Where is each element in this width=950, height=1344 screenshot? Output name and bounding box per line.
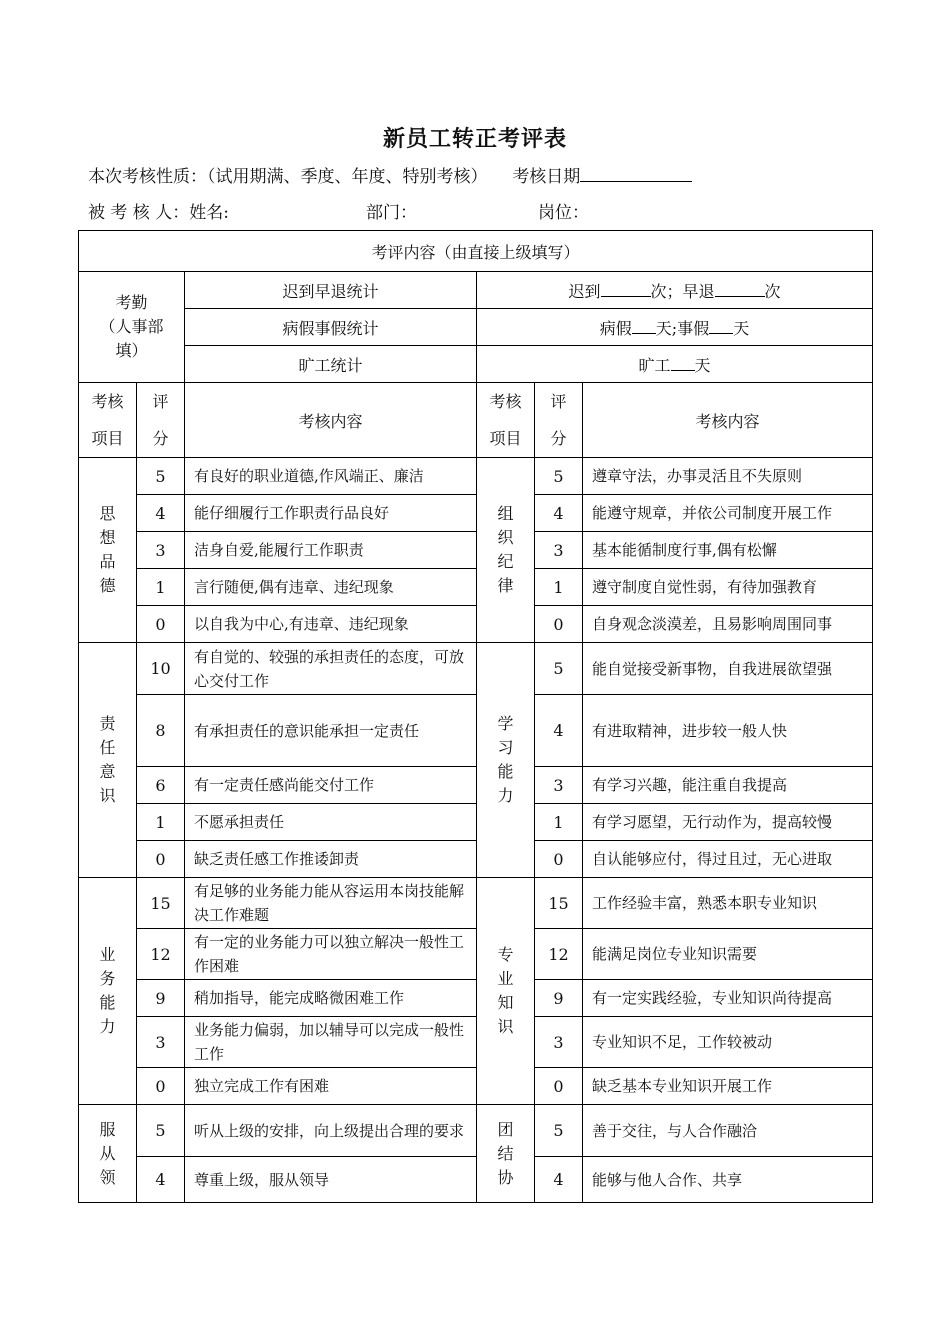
score-row [79,841,873,878]
sick-days-blank[interactable] [632,319,656,334]
score-left: 5 [137,458,185,495]
score-right: 3 [535,532,583,569]
absence-item: 旷工统计 [185,346,477,383]
score-left: 10 [137,643,185,695]
criterion-right: 专业知识不足，工作较被动 [583,1017,873,1068]
criterion-right: 能遵守规章，并依公司制度开展工作 [583,495,873,532]
score-left: 5 [137,1105,185,1157]
score-right: 5 [535,643,583,695]
sick-leave-item: 病假事假统计 [185,309,477,346]
criterion-left: 尊重上级，服从领导 [185,1157,477,1203]
criterion-left: 有足够的业务能力能从容运用本岗技能解决工作难题 [185,878,477,929]
score-right: 15 [535,878,583,929]
score-left: 3 [137,1017,185,1068]
category-name-left: 思 想 品 德 [79,458,137,643]
col-header-score-left: 评 分 [137,383,185,458]
absence-days-blank[interactable] [671,356,695,371]
late-count-blank[interactable] [601,282,651,297]
assessment-nature-line [88,162,692,187]
score-right: 4 [535,495,583,532]
assessment-date-blank[interactable] [580,167,692,182]
score-row [79,1157,873,1203]
criterion-right: 有一定实践经验，专业知识尚待提高 [583,980,873,1017]
score-left: 9 [137,980,185,1017]
evaluation-table [78,230,873,1203]
score-left: 12 [137,929,185,980]
criterion-left: 缺乏责任感工作推诿卸责 [185,841,477,878]
page-title: 新员工转正考评表 [382,126,567,152]
score-row [79,606,873,643]
score-left: 6 [137,767,185,804]
criterion-right: 能够与他人合作、共享 [583,1157,873,1203]
score-row [79,980,873,1017]
criterion-left: 稍加指导，能完成略微困难工作 [185,980,477,1017]
criterion-right: 工作经验丰富，熟悉本职专业知识 [583,878,873,929]
score-right: 1 [535,569,583,606]
col-header-score-right: 评 分 [535,383,583,458]
score-right: 3 [535,1017,583,1068]
assessment-nature-label: 本次考核性质：（试用期满、季度、年度、特别考核） [88,167,488,187]
assessment-date-label: 考核日期 [512,167,581,187]
absence-value: 旷工 天 [477,346,873,383]
score-left: 4 [137,495,185,532]
score-row [79,878,873,929]
position-label: 岗位： [538,203,589,223]
col-header-item-left: 考核 项目 [79,383,137,458]
criterion-left: 言行随便,偶有违章、违纪现象 [185,569,477,606]
criterion-right: 自身观念淡漠差，且易影响周围同事 [583,606,873,643]
criterion-left: 独立完成工作有困难 [185,1068,477,1105]
criterion-left: 业务能力偏弱，加以辅导可以完成一般性工作 [185,1017,477,1068]
criterion-right: 有学习兴趣，能注重自我提高 [583,767,873,804]
col-header-item-right: 考核 项目 [477,383,535,458]
criterion-right: 有学习愿望，无行动作为，提高较慢 [583,804,873,841]
examinee-name-label: 被 考 核 人：姓名: [88,203,229,223]
criterion-right: 善于交往，与人合作融洽 [583,1105,873,1157]
category-name-right: 专 业 知 识 [477,878,535,1105]
category-name-right: 组 织 纪 律 [477,458,535,643]
col-header-content-right: 考核内容 [583,383,873,458]
attendance-label: 考勤 （人事部 填） [79,272,185,383]
criterion-right: 能满足岗位专业知识需要 [583,929,873,980]
criterion-right: 遵守制度自觉性弱，有待加强教育 [583,569,873,606]
score-right: 5 [535,458,583,495]
col-header-content-left: 考核内容 [185,383,477,458]
score-row [79,1068,873,1105]
score-row [79,569,873,606]
score-left: 1 [137,569,185,606]
criterion-left: 能仔细履行工作职责行品良好 [185,495,477,532]
score-right: 1 [535,804,583,841]
criterion-right: 有进取精神，进步较一般人快 [583,695,873,767]
score-row [79,695,873,767]
criterion-left: 听从上级的安排，向上级提出合理的要求 [185,1105,477,1157]
score-right: 0 [535,841,583,878]
personal-days-blank[interactable] [709,319,733,334]
score-right: 9 [535,980,583,1017]
early-count-blank[interactable] [715,282,765,297]
late-early-value: 迟到 次；早退 次 [477,272,873,309]
criterion-left: 有一定责任感尚能交付工作 [185,767,477,804]
criterion-left: 有一定的业务能力可以独立解决一般性工作困难 [185,929,477,980]
score-row [79,643,873,695]
department-label: 部门： [366,203,417,223]
score-row [79,458,873,495]
score-left: 3 [137,532,185,569]
section-title: 考评内容（由直接上级填写） [79,231,873,272]
score-left: 8 [137,695,185,767]
score-row [79,929,873,980]
score-left: 0 [137,841,185,878]
criterion-left: 有良好的职业道德,作风端正、廉洁 [185,458,477,495]
score-left: 15 [137,878,185,929]
category-name-left: 服 从 领 [79,1105,137,1203]
criterion-left: 不愿承担责任 [185,804,477,841]
criterion-left: 有承担责任的意识能承担一定责任 [185,695,477,767]
category-name-right: 学 习 能 力 [477,643,535,878]
score-row [79,767,873,804]
score-right: 12 [535,929,583,980]
score-right: 0 [535,1068,583,1105]
criterion-left: 有自觉的、较强的承担责任的态度，可放心交付工作 [185,643,477,695]
score-left: 1 [137,804,185,841]
score-right: 4 [535,695,583,767]
score-right: 0 [535,606,583,643]
sick-leave-value: 病假 天;事假 天 [477,309,873,346]
score-row [79,804,873,841]
score-right: 5 [535,1105,583,1157]
score-right: 3 [535,767,583,804]
score-row [79,1017,873,1068]
criterion-left: 洁身自爱,能履行工作职责 [185,532,477,569]
criterion-right: 基本能循制度行事,偶有松懈 [583,532,873,569]
score-left: 4 [137,1157,185,1203]
category-name-left: 业 务 能 力 [79,878,137,1105]
score-row [79,532,873,569]
criterion-right: 能自觉接受新事物，自我进展欲望强 [583,643,873,695]
criterion-right: 自认能够应付，得过且过，无心进取 [583,841,873,878]
criterion-right: 缺乏基本专业知识开展工作 [583,1068,873,1105]
category-name-right: 团 结 协 [477,1105,535,1203]
score-left: 0 [137,606,185,643]
score-right: 4 [535,1157,583,1203]
criterion-left: 以自我为中心,有违章、违纪现象 [185,606,477,643]
score-row [79,495,873,532]
score-row [79,1105,873,1157]
criterion-right: 遵章守法，办事灵活且不失原则 [583,458,873,495]
score-left: 0 [137,1068,185,1105]
category-name-left: 责 任 意 识 [79,643,137,878]
late-early-item: 迟到早退统计 [185,272,477,309]
